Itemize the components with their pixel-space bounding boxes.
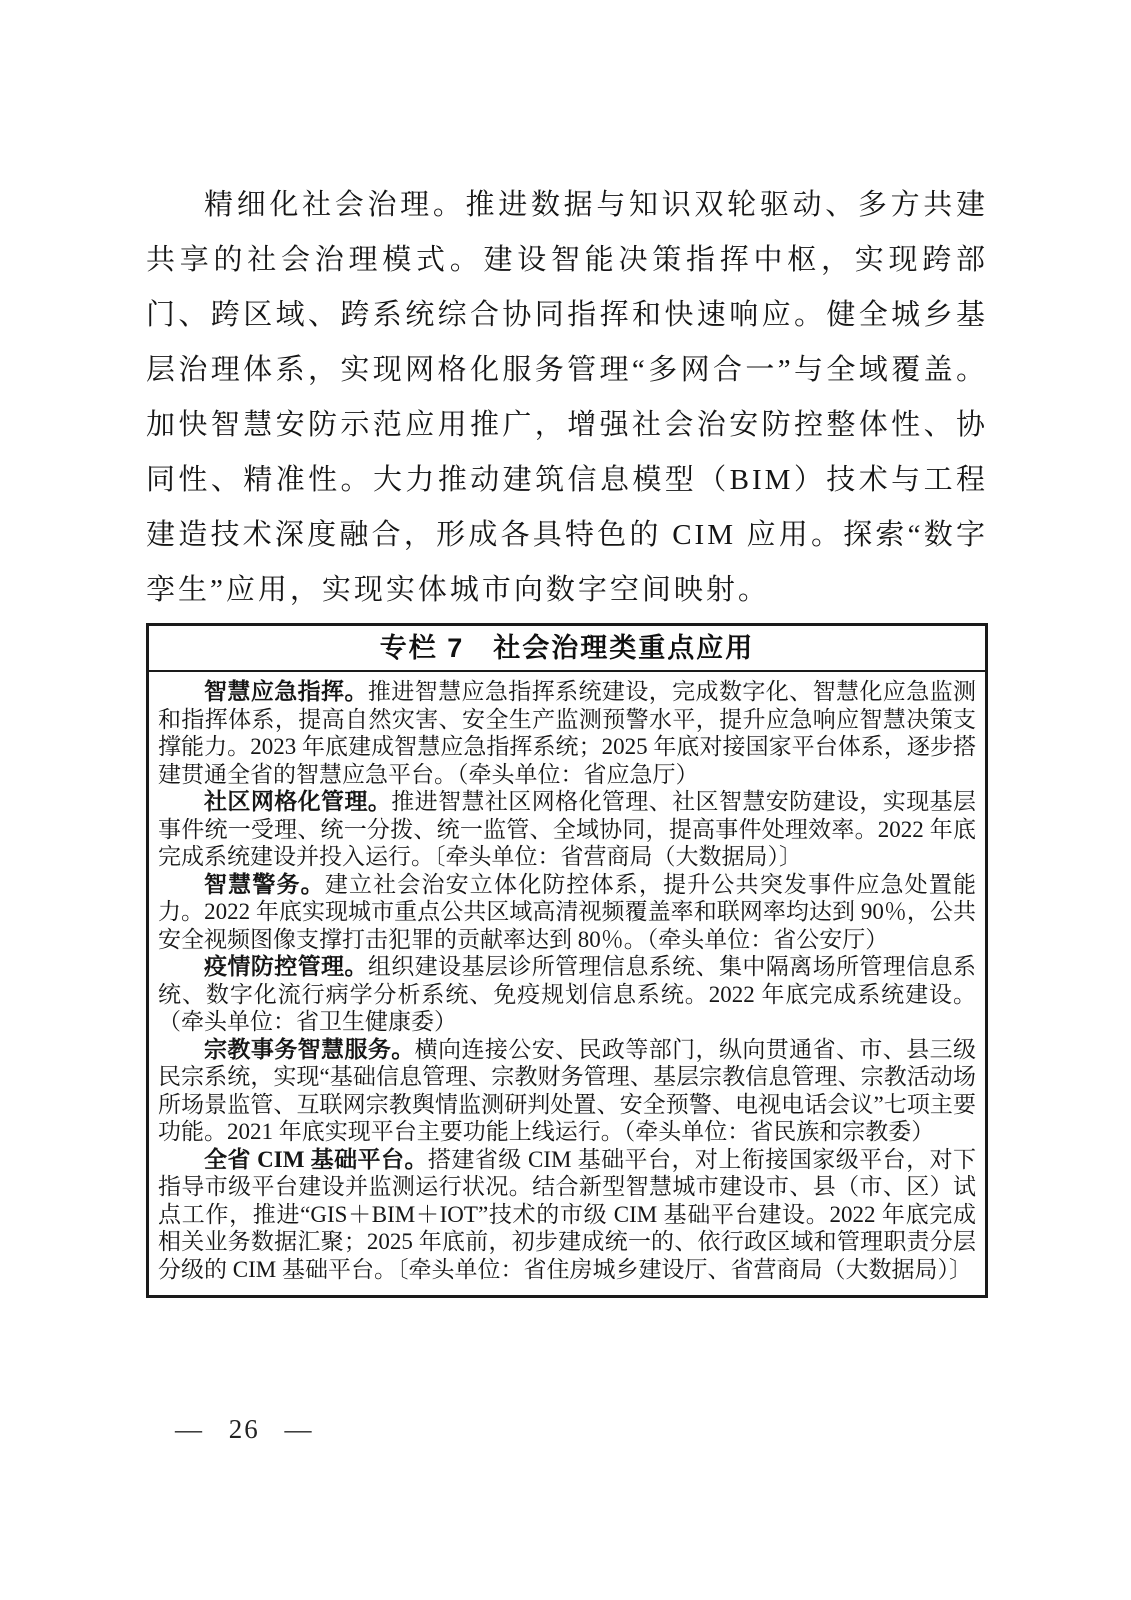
document-page (146, 0, 988, 1298)
box-item-cim-platform (158, 1146, 976, 1284)
page-number: — 26 — (175, 1414, 314, 1444)
item-text: 推进智慧社区网格化管理、社区智慧安防建设，实现基层事件统一受理、统一分拨、统一监管、全域协同，提高事件处理效率。2022 年底完成系统建设并投入运行。〔牵头单位：省营商局（大数据局）〕 (158, 789, 976, 869)
item-heading: 宗教事务智慧服务。 (204, 1036, 415, 1062)
intro-paragraph: 精细化社会治理。推进数据与知识双轮驱动、多方共建共享的社会治理模式。建设智能决策指挥中枢，实现跨部门、跨区域、跨系统综合协同指挥和快速响应。健全城乡基层治理体系，实现网格化服务管理“多网合一”与全域覆盖。加快智慧安防示范应用推广，增强社会治安防控整体性、协同性、精准性。大力推动建筑信息模型（BIM）技术与工程建造技术深度融合，形成各具特色的 CIM 应用。探索“数字孪生”应用，实现实体城市向数字空间映射。 (146, 189, 988, 606)
box-item-religious-affairs (158, 1036, 976, 1146)
item-heading: 智慧应急指挥。 (204, 679, 368, 704)
item-text: 横向连接公安、民政等部门，纵向贯通省、市、县三级民宗系统，实现“基础信息管理、宗教财务管理、基层宗教信息管理、宗教活动场所场景监管、互联网宗教舆情监测研判处置、安全预警、电视电话会议”七项主要功能。2021 年底实现平台主要功能上线运行。（牵头单位：省民族和宗教委） (158, 1036, 976, 1144)
box-item-epidemic-control (158, 953, 976, 1036)
box-item-emergency-command (158, 678, 976, 788)
highlight-box (146, 623, 988, 1298)
item-text: 组织建设基层诊所管理信息系统、集中隔离场所管理信息系统、数字化流行病学分析系统、免疫规划信息系统。2022 年底完成系统建设。（牵头单位：省卫生健康委） (158, 954, 976, 1034)
item-heading: 智慧警务。 (204, 871, 325, 897)
item-text: 建立社会治安立体化防控体系，提升公共突发事件应急处置能力。2022 年底实现城市重点公共区域高清视频覆盖率和联网率均达到 90％，公共安全视频图像支撑打击犯罪的贡献率达到 80％。（牵头单位：省公安厅） (158, 871, 977, 952)
box-body (149, 672, 985, 1295)
item-text: 推进智慧应急指挥系统建设，完成数字化、智慧化应急监测和指挥体系，提高自然灾害、安全生产监测预警水平，提升应急响应智慧决策支撑能力。2023 年底建成智慧应急指挥系统；2025 年底对接国家平台体系，逐步搭建贯通全省的智慧应急平台。（牵头单位：省应急厅） (158, 679, 976, 787)
item-heading: 全省 CIM 基础平台。 (204, 1146, 428, 1172)
box-item-smart-policing (158, 871, 976, 954)
item-text: 搭建省级 CIM 基础平台，对上衔接国家级平台，对下指导市级平台建设并监测运行状况。结合新型智慧城市建设市、县（市、区）试点工作，推进“GIS＋BIM＋IOT”技术的市级 CIM 基础平台建设。2022 年底完成相关业务数据汇聚；2025 年底前，初步建成统一的、依行政区域和管理职责分层分级的 CIM 基础平台。〔牵头单位：省住房城乡建设厅、省营商局（大数据局）〕 (158, 1146, 976, 1282)
box-item-community-grid (158, 788, 976, 871)
item-heading: 社区网格化管理。 (204, 789, 392, 814)
item-heading: 疫情防控管理。 (204, 954, 368, 979)
box-title: 专栏 7 社会治理类重点应用 (149, 626, 985, 672)
